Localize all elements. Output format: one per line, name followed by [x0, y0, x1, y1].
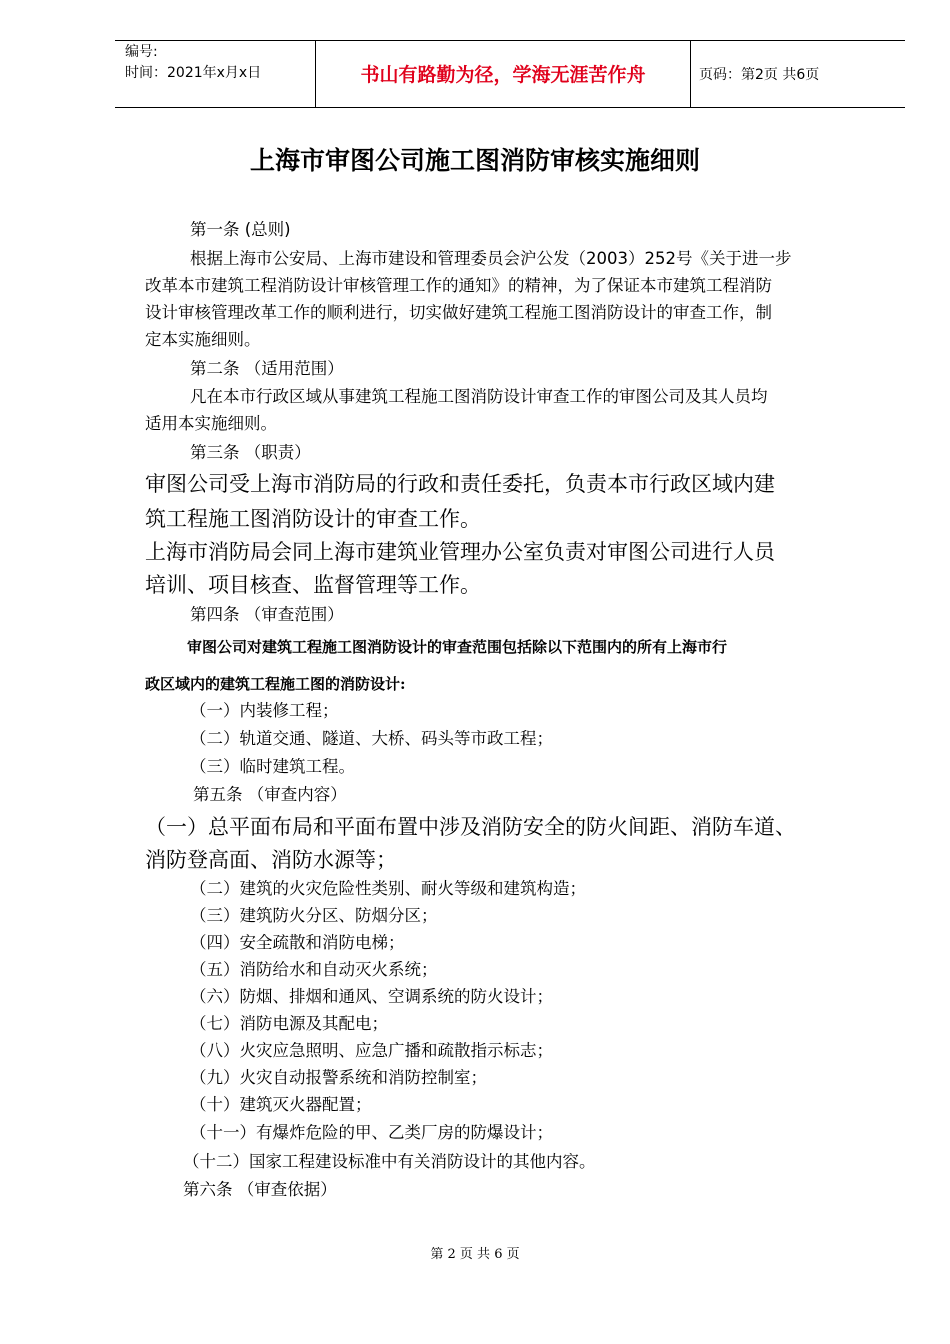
document-number-label: 编号: [125, 44, 158, 60]
body-line: 培训、项目核查、监督管理等工作。 [145, 573, 481, 597]
page-footer: 第 2 页 共 6 页 [430, 1247, 520, 1262]
article-2-heading: 第二条 （适用范围） [190, 359, 344, 378]
body-line: 根据上海市公安局、上海市建设和管理委员会沪公发（2003）252号《关于进一步 [190, 249, 792, 268]
list-item: （八）火灾应急照明、应急广播和疏散指示标志； [190, 1041, 553, 1060]
list-item: （十一）有爆炸危险的甲、乙类厂房的防爆设计； [190, 1123, 553, 1142]
list-item: （六）防烟、排烟和通风、空调系统的防火设计； [190, 987, 553, 1006]
list-item: （九）火灾自动报警系统和消防控制室； [190, 1068, 487, 1087]
header-page-info: 页码：第2页 共6页 [699, 67, 820, 83]
body-line: 改革本市建筑工程消防设计审核管理工作的通知》的精神，为了保证本市建筑工程消防 [145, 276, 772, 295]
list-item: （四）安全疏散和消防电梯； [190, 933, 405, 952]
list-item: （二）轨道交通、隧道、大桥、码头等市政工程； [190, 729, 553, 748]
list-item: （三）建筑防火分区、防烟分区； [190, 906, 438, 925]
body-line-bold: 政区域内的建筑工程施工图的消防设计: [145, 675, 406, 693]
header-meta-cell [115, 41, 316, 107]
document-title: 上海市审图公司施工图消防审核实施细则 [249, 146, 700, 175]
document-time-label: 时间：2021年x月x日 [125, 65, 262, 81]
body-line: 设计审核管理改革工作的顺利进行，切实做好建筑工程施工图消防设计的审查工作，制 [145, 303, 772, 322]
body-line: 审图公司受上海市消防局的行政和责任委托，负责本市行政区域内建 [145, 472, 775, 496]
body-line: 筑工程施工图消防设计的审查工作。 [145, 507, 481, 531]
list-item: （十）建筑灭火器配置； [190, 1095, 372, 1114]
header-page-cell [691, 41, 905, 107]
list-item: （十二）国家工程建设标准中有关消防设计的其他内容。 [183, 1152, 596, 1171]
list-item: （一）总平面布局和平面布置中涉及消防安全的防火间距、消防车道、 [145, 815, 796, 839]
article-5-heading: 第五条 （审查内容） [193, 785, 347, 804]
list-item: （五）消防给水和自动灭火系统； [190, 960, 438, 979]
list-item: （二）建筑的火灾危险性类别、耐火等级和建筑构造； [190, 879, 586, 898]
header-table [115, 40, 905, 108]
list-item: （七）消防电源及其配电； [190, 1014, 388, 1033]
list-item: （一）内装修工程； [190, 701, 339, 720]
body-line-bold: 审图公司对建筑工程施工图消防设计的审查范围包括除以下范围内的所有上海市行 [187, 638, 728, 656]
article-3-heading: 第三条 （职责） [190, 443, 311, 462]
article-6-heading: 第六条 （审查依据） [183, 1180, 337, 1199]
body-line: 凡在本市行政区域从事建筑工程施工图消防设计审查工作的审图公司及其人员均 [190, 387, 768, 406]
list-item: 消防登高面、消防水源等； [145, 848, 397, 872]
list-item: （三）临时建筑工程。 [190, 757, 355, 776]
body-line: 适用本实施细则。 [145, 414, 277, 433]
article-4-heading: 第四条 （审查范围） [190, 605, 344, 624]
article-1-heading: 第一条 (总则) [190, 220, 291, 239]
body-line: 定本实施细则。 [145, 330, 261, 349]
header-motto-cell [316, 41, 691, 107]
header-motto: 书山有路勤为径，学海无涯苦作舟 [360, 64, 646, 86]
body-line: 上海市消防局会同上海市建筑业管理办公室负责对审图公司进行人员 [145, 540, 775, 564]
